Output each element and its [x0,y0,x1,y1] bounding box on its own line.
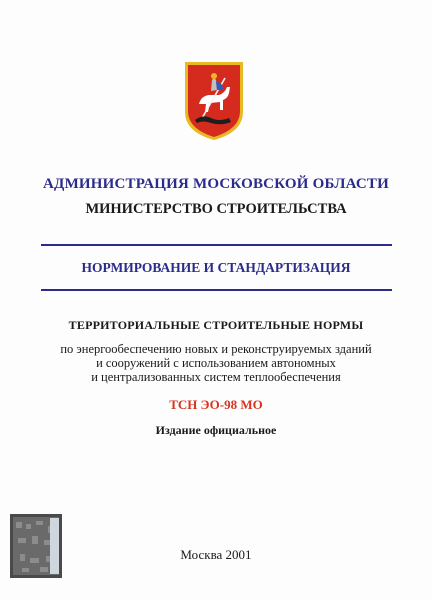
document-code: ТСН ЭО-98 МО [169,397,263,412]
section-title: НОРМИРОВАНИЕ И СТАНДАРТИЗАЦИЯ [81,260,351,275]
top-divider [41,244,392,246]
ministry-title: МИНИСТЕРСТВО СТРОИТЕЛЬСТВА [85,201,347,217]
description-line: по энергообеспечению новых и реконструируемых зданий [60,342,372,356]
library-stamp-image [10,514,62,578]
document-type: ТЕРРИТОРИАЛЬНЫЕ СТРОИТЕЛЬНЫЕ НОРМЫ [68,318,364,332]
document-description [0,342,432,384]
description-line: и централизованных систем теплообеспечения [91,370,341,384]
city-year: Москва 2001 [180,547,252,562]
edition-label: Издание официальное [155,423,277,437]
administration-title: АДМИНИСТРАЦИЯ МОСКОВСКОЙ ОБЛАСТИ [43,176,389,192]
coat-of-arms-emblem [183,60,245,142]
description-line: и сооружений с использованием автономных [96,356,336,370]
bottom-divider [41,289,392,291]
